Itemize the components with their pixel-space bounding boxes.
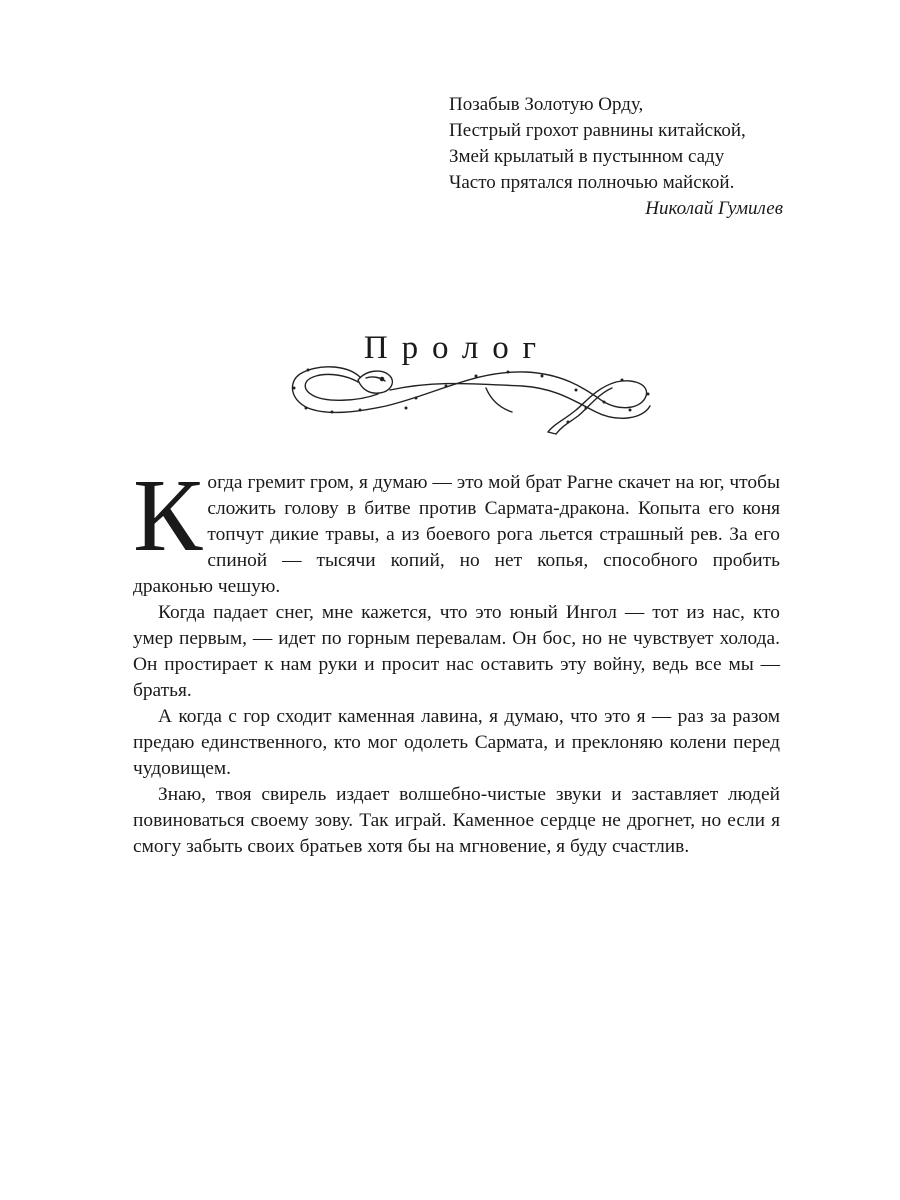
epigraph-line: Часто прятался полночью майской. <box>449 172 735 193</box>
epigraph <box>449 92 789 222</box>
paragraph <box>133 458 780 600</box>
epigraph-line: Пестрый грохот равнины китайской, <box>449 120 746 141</box>
paragraph: Знаю, твоя свирель издает волшебно-чистые звуки и заставляет людей повиноваться своему зову. Так играй. Каменное сердце не дрогнет, но если я смогу забыть своих братьев хотя бы на мгновение, я буду счастлив. <box>133 784 780 857</box>
epigraph-author: Николай Гумилев <box>645 198 783 219</box>
prologue-text <box>133 458 780 860</box>
epigraph-line: Змей крылатый в пустынном саду <box>449 146 725 167</box>
chapter-title: Пролог <box>363 330 550 367</box>
drop-cap: К <box>133 458 203 573</box>
serpent-ornament-icon <box>286 350 656 440</box>
paragraph: Когда падает снег, мне кажется, что это юный Ингол — тот из нас, кто умер первым, — идет по горным перевалам. Он бос, но не чувствует холода. Он простирает к нам руки и просит нас оставить эту войну, ведь все мы — братья. <box>133 602 780 701</box>
epigraph-line: Позабыв Золотую Орду, <box>449 94 644 115</box>
paragraph: А когда с гор сходит каменная лавина, я думаю, что это я — раз за разом предаю единственного, кто мог одолеть Сармата, и преклоняю колени перед чудовищем. <box>133 706 780 779</box>
paragraph-text: огда гремит гром, я думаю — это мой брат Рагне скачет на юг, чтобы сложить голову в битве против Сармата-дракона. Копыта его коня топчут дикие травы, а из боевого рога льется страшный рев. За его спиной — тысячи копий, но нет копья, способного пробить драконью чешую. <box>133 472 780 597</box>
